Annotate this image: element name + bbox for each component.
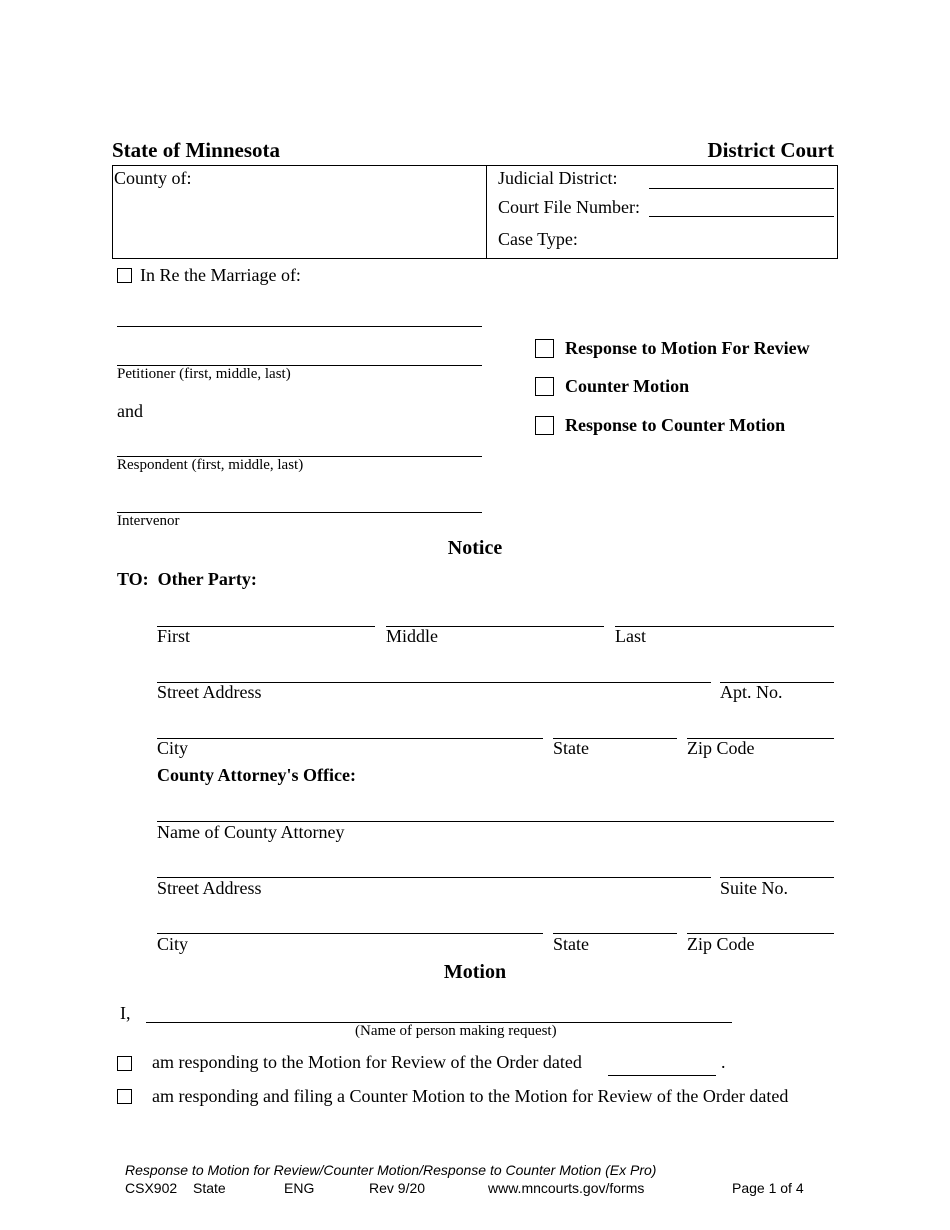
court-heading: District Court [707,138,834,162]
order-date-period: . [721,1052,726,1072]
petitioner-label: Petitioner (first, middle, last) [117,366,291,382]
judicial-district-field[interactable] [649,188,834,189]
county-attorney-heading: County Attorney's Office: [157,765,356,785]
footer-form-code: CSX902 [125,1180,178,1196]
middle-name-label: Middle [386,626,438,646]
motion-title: Motion [443,961,507,983]
requester-name-caption: (Name of person making request) [355,1023,557,1039]
in-re-marriage-checkbox[interactable] [117,268,132,283]
last-name-field[interactable] [615,626,834,627]
response-to-counter-motion-label: Response to Counter Motion [565,415,786,435]
response-to-counter-motion-checkbox[interactable] [535,416,554,435]
counter-motion-filing-checkbox[interactable] [117,1089,132,1104]
footer-page-number: Page 1 of 4 [732,1180,804,1196]
intervenor-label: Intervenor [117,513,180,529]
state-heading: State of Minnesota [112,138,280,162]
state-label: State [553,738,589,758]
footer-revision: Rev 9/20 [369,1180,426,1196]
responding-to-motion-label: am responding to the Motion for Review of the Order dated [152,1052,582,1072]
ca-zip-code-label: Zip Code [687,934,755,954]
street-address-label: Street Address [157,682,262,702]
counter-motion-checkbox[interactable] [535,377,554,396]
ca-street-address-label: Street Address [157,878,262,898]
court-file-number-label: Court File Number: [498,197,640,217]
counter-motion-filing-label: am responding and filing a Counter Motion to the Motion for Review of the Order dated [152,1086,789,1106]
county-label: County of: [114,168,192,188]
caption-divider [486,165,487,259]
footer-website[interactable]: www.mncourts.gov/forms [488,1180,645,1196]
ca-city-field[interactable] [157,933,543,934]
county-attorney-name-label: Name of County Attorney [157,822,345,842]
response-to-motion-for-review-label: Response to Motion For Review [565,338,810,358]
last-name-label: Last [615,626,646,646]
ca-state-label: State [553,934,589,954]
court-file-number-field[interactable] [649,216,834,217]
city-label: City [157,738,189,758]
ca-city-label: City [157,934,189,954]
city-field[interactable] [157,738,543,739]
apt-no-label: Apt. No. [720,682,783,702]
caption-box [112,165,838,259]
footer-jurisdiction: State [193,1180,226,1196]
first-name-label: First [157,626,191,646]
response-to-motion-for-review-checkbox[interactable] [535,339,554,358]
in-re-marriage-label: In Re the Marriage of: [140,265,301,285]
respondent-label: Respondent (first, middle, last) [117,457,304,473]
judicial-district-label: Judicial District: [498,168,618,188]
order-date-field[interactable] [608,1075,716,1076]
to-other-party-label: TO: Other Party: [117,569,257,589]
counter-motion-label: Counter Motion [565,376,690,396]
petitioner-field-1[interactable] [117,326,482,327]
zip-code-label: Zip Code [687,738,755,758]
footer-language: ENG [284,1180,315,1196]
ca-suite-no-label: Suite No. [720,878,789,898]
notice-title: Notice [447,537,503,559]
footer-form-title: Response to Motion for Review/Counter Motion/Response to Counter Motion (Ex Pro) [125,1162,657,1178]
and-label: and [117,401,143,421]
responding-to-motion-checkbox[interactable] [117,1056,132,1071]
case-type-label: Case Type: [498,229,578,249]
i-label: I, [120,1003,131,1023]
